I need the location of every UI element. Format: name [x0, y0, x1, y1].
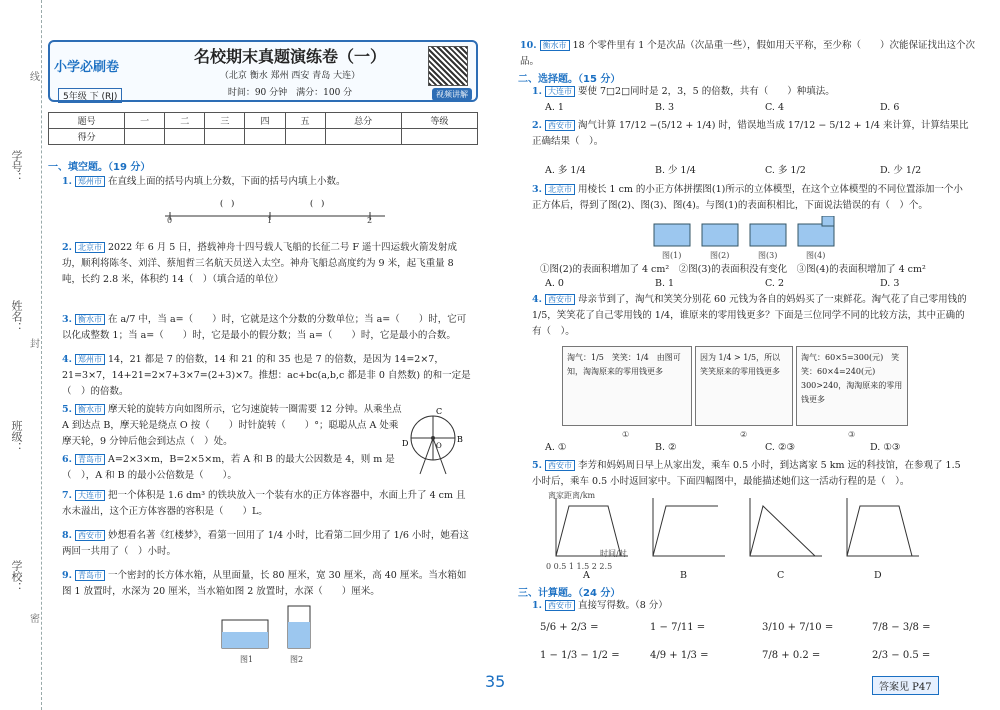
- table-cell: 四: [245, 113, 285, 129]
- question-text: 在直线上面的括号内填上分数，下面的括号内填上小数。: [107, 176, 346, 187]
- video-explain-button[interactable]: 视频讲解: [432, 88, 472, 101]
- table-cell[interactable]: [125, 129, 165, 145]
- table-cell[interactable]: [245, 129, 285, 145]
- question-9: [62, 568, 472, 600]
- table-cell: 得分: [49, 129, 125, 145]
- question-6: [62, 452, 402, 484]
- graph-label-a[interactable]: A: [583, 570, 590, 581]
- name-label: 姓名：: [10, 300, 23, 333]
- question-number: 6.: [62, 454, 72, 465]
- cube-figures: [650, 216, 840, 250]
- table-cell: 一: [125, 113, 165, 129]
- page-number: 35: [485, 672, 506, 691]
- svg-text:D: D: [402, 439, 409, 448]
- question-number: 2.: [62, 242, 72, 253]
- question-number: 5.: [62, 404, 72, 415]
- option-b[interactable]: B. 3: [655, 102, 675, 113]
- exam-header: [48, 40, 478, 102]
- number-line: [160, 194, 390, 234]
- svg-text:C: C: [436, 407, 443, 416]
- option-d[interactable]: D. 少 1/2: [880, 165, 922, 176]
- question-text: 淘气计算 17/12 −(5/12 + 1/4) 时，错误地当成 17/12 − 5/12 + 1/4 来计算，计算结果比正确结果（ ）。: [532, 120, 969, 147]
- class-label: 班级：: [10, 420, 23, 453]
- question-text: 用棱长 1 cm 的小正方体拼摆图(1)所示的立体模型，在这个立体模型的不同位置添加一个小正方体后，得到了图(2)、图(3)、图(4)。与图(1)的表面积相比，下面说法错误的有（ ）个。: [532, 184, 963, 211]
- brand-logo: 小学必刷卷: [54, 60, 120, 75]
- question-number: 8.: [62, 530, 72, 541]
- question-text: 18 个零件里有 1 个是次品（次品重一些），假如用天平称，至少称（ ）次能保证找出这个次品。: [520, 40, 976, 67]
- question-text: 妙想看名著《红楼梦》，看第一回用了 1/4 小时，比看第二回少用了 1/6 小时，她看这两回一共用了（ ）小时。: [62, 530, 469, 557]
- method-num-2: ②: [740, 430, 748, 439]
- margin-word-seal: 封: [30, 339, 40, 350]
- calc-item[interactable]: 1 − 7/11 =: [650, 622, 706, 633]
- cube-fig-1-label: 图(1): [662, 251, 682, 260]
- distance-graph-b: [647, 494, 727, 564]
- question-number: 9.: [62, 570, 72, 581]
- answer-reference[interactable]: 答案见 P47: [872, 676, 939, 695]
- city-tag: 西安市: [545, 294, 575, 305]
- number-line-label-1: 1: [267, 216, 273, 225]
- table-cell[interactable]: [205, 129, 245, 145]
- choice-3-statements: ①图(2)的表面积增加了 4 cm² ②图(3)的表面积没有变化 ③图(4)的表面积增加了 4 cm²: [540, 264, 926, 275]
- figure-2-label: 图2: [290, 655, 304, 664]
- city-tag: 北京市: [545, 184, 575, 195]
- ferris-wheel-diagram: [400, 402, 466, 476]
- choice-4: [532, 292, 972, 340]
- city-tag: 青岛市: [75, 454, 105, 465]
- question-4: [62, 352, 472, 400]
- question-5: [62, 402, 402, 450]
- number-line-label-2: 2: [367, 216, 373, 225]
- question-number: 3.: [62, 314, 72, 325]
- question-number: 7.: [62, 490, 72, 501]
- city-tag: 青岛市: [75, 570, 105, 581]
- table-cell: 二: [165, 113, 205, 129]
- question-text: 在 a/7 中，当 a=（ ）时，它就是这个分数的分数单位；当 a=（ ）时，它可以化成整数 1；当 a=（ ）时，它是最小的假分数；当 a=（ ）时，它是最小的合数。: [62, 314, 467, 341]
- graph-xlabel: 时间/时: [600, 549, 627, 558]
- option-b[interactable]: B. ②: [655, 442, 677, 453]
- svg-text:( ): ( ): [220, 199, 235, 208]
- city-tag: 衡水市: [540, 40, 570, 51]
- water-tank-figures: [220, 602, 330, 652]
- city-tag: 衡水市: [75, 404, 105, 415]
- cube-fig-3-label: 图(3): [758, 251, 778, 260]
- question-number: 3.: [532, 184, 542, 195]
- distance-graph-c: [744, 494, 824, 564]
- table-cell[interactable]: [285, 129, 325, 145]
- graph-label-c[interactable]: C: [777, 570, 785, 581]
- city-tag: 西安市: [545, 600, 575, 611]
- question-text: 直接写得数。（8 分）: [577, 600, 668, 611]
- exam-cities: （北京 衡水 郑州 西安 青岛 大连）: [219, 71, 361, 81]
- calc-item[interactable]: 3/10 + 7/10 =: [762, 622, 834, 633]
- distance-graph-d: [841, 494, 921, 564]
- option-a[interactable]: A. 1: [545, 102, 564, 113]
- section-calc-title: 三、计算题。（24 分）: [518, 588, 621, 599]
- exam-title: 名校期末真题演练卷（一）: [193, 47, 386, 66]
- question-number: 10.: [520, 40, 537, 51]
- score-table: [48, 112, 478, 145]
- option-b[interactable]: B. 1: [655, 278, 675, 289]
- question-text: 母亲节到了，淘气和笑笑分别花 60 元钱为各自的妈妈买了一束鲜花。淘气花了自己零用钱的 1/5，笑笑花了自己零用钱的 1/4，谁原来的零用钱更多？下面是三位同学不同的比较方法，其中正确的有（ ）。: [532, 294, 967, 337]
- graph-ylabel: 离家距离/km: [548, 491, 596, 500]
- option-d[interactable]: D. 6: [880, 102, 900, 113]
- question-text: 14，21 都是 7 的倍数，14 和 21 的和 35 也是 7 的倍数，是因为 14=2×7，21=3×7，14+21=2×7+3×7=(2+3)×7。推想：ac+bc(a,b,c 都是非 0 自然数) 的和一定是（ ）的倍数。: [62, 354, 471, 397]
- calc-item[interactable]: 1 − 1/3 − 1/2 =: [540, 650, 620, 661]
- choice-1: [532, 84, 972, 100]
- graph-xticks: 0 0.5 1 1.5 2 2.5: [546, 562, 613, 571]
- option-a[interactable]: A. 多 1/4: [545, 165, 586, 176]
- question-number: 2.: [532, 120, 542, 131]
- section-fill-title: 一、填空题。（19 分）: [48, 162, 151, 173]
- method-box-2: 因为 1/4 > 1/5，所以笑笑原来的零用钱更多: [695, 346, 793, 426]
- margin-word-dense: 密: [30, 614, 40, 625]
- city-tag: 西安市: [75, 530, 105, 541]
- option-c[interactable]: C. 多 1/2: [765, 165, 806, 176]
- question-3: [62, 312, 472, 344]
- question-number: 1.: [532, 600, 542, 611]
- calc-item[interactable]: 2/3 − 0.5 =: [872, 650, 931, 661]
- question-text: A=2×3×m，B=2×5×m，若 A 和 B 的最大公因数是 4，则 m 是（ ），A 和 B 的最小公倍数是（ ）。: [62, 454, 395, 481]
- question-10: [520, 38, 980, 70]
- question-text: 把一个体积是 1.6 dm³ 的铁块放入一个装有水的正方体容器中，水面上升了 4 cm 且水未溢出，这个正方体容器的容积是（ ）L。: [62, 490, 466, 517]
- city-tag: 郑州市: [75, 354, 105, 365]
- calc-item[interactable]: 7/8 + 0.2 =: [762, 650, 821, 661]
- question-text: 摩天轮的旋转方向如图所示，它匀速旋转一圈需要 12 分钟。从乘坐点 A 到达点 B，摩天轮是绕点 O 按（ ）时针旋转（ ）°；聪聪从点 A 处乘摩天轮，9 分钟后他会到达点（ ）处。: [62, 404, 402, 447]
- method-box-3: 淘气：60×5=300(元) 笑笑：60×4=240(元) 300>240，淘淘原来的零用钱更多: [796, 346, 908, 426]
- table-cell: 总分: [325, 113, 401, 129]
- city-tag: 大连市: [545, 86, 575, 97]
- table-cell: 题号: [49, 113, 125, 129]
- cube-fig-4-label: 图(4): [806, 251, 826, 260]
- option-a[interactable]: A. 0: [545, 278, 564, 289]
- city-tag: 大连市: [75, 490, 105, 501]
- student-id-label: 学号：: [10, 150, 23, 183]
- table-cell[interactable]: [325, 129, 401, 145]
- table-cell: 等级: [401, 113, 477, 129]
- number-line-label-0: 0: [167, 216, 173, 225]
- question-text: 一个密封的长方体水箱，从里面量，长 80 厘米，宽 30 厘米，高 40 厘米。当水箱如图 1 放置时，水深为 20 厘米，当水箱如图 2 放置时，水深（ ）厘米。: [62, 570, 467, 597]
- method-box-1: 淘气：1/5 笑笑：1/4 由图可知，淘淘原来的零用钱更多: [562, 346, 692, 426]
- svg-text:( ): ( ): [310, 199, 325, 208]
- option-c[interactable]: C. 2: [765, 278, 785, 289]
- binding-margin: [0, 0, 42, 710]
- question-text: 2022 年 6 月 5 日，搭载神舟十四号载人飞船的长征二号 F 遥十四运载火箭发射成功，顺利将陈冬、刘洋、蔡旭哲三名航天员送入太空。神舟飞船总高度约为 9 米，起飞重量 8 吨，长约 2.8 米，体积约 14（ ）（填合适的单位）: [62, 242, 457, 285]
- question-text: 李芳和妈妈周日早上从家出发，乘车 0.5 小时，到达离家 5 km 远的科技馆，在参观了 1.5 小时后，乘车 0.5 小时返回家中。下面四幅图中，最能描述她们这一活动行程的是（ ）。: [532, 460, 961, 487]
- question-number: 1.: [62, 176, 72, 187]
- calc-item[interactable]: 7/8 − 3/8 =: [872, 622, 931, 633]
- choice-2: [532, 118, 972, 150]
- city-tag: 郑州市: [75, 176, 105, 187]
- city-tag: 北京市: [75, 242, 105, 253]
- table-cell[interactable]: [165, 129, 205, 145]
- method-num-1: ①: [622, 430, 630, 439]
- question-8: [62, 528, 472, 560]
- table-cell: 五: [285, 113, 325, 129]
- table-cell[interactable]: [401, 129, 477, 145]
- question-7: [62, 488, 472, 520]
- choice-3: [532, 182, 972, 214]
- question-2: [62, 240, 472, 288]
- graph-line: [847, 506, 912, 556]
- calc-item[interactable]: 4/9 + 1/3 =: [650, 650, 709, 661]
- calc-question-1: [532, 598, 972, 614]
- table-row: [49, 113, 478, 129]
- graph-label-b[interactable]: B: [680, 570, 687, 581]
- option-b[interactable]: B. 少 1/4: [655, 165, 696, 176]
- question-number: 4.: [62, 354, 72, 365]
- option-d[interactable]: D. 3: [880, 278, 900, 289]
- city-tag: 西安市: [545, 460, 575, 471]
- question-number: 5.: [532, 460, 542, 471]
- table-cell: 三: [205, 113, 245, 129]
- table-row: [49, 129, 478, 145]
- figure-1-label: 图1: [240, 655, 254, 664]
- school-label: 学校：: [10, 560, 23, 593]
- graph-line: [653, 506, 718, 556]
- option-d[interactable]: D. ①③: [870, 442, 901, 453]
- method-num-3: ③: [848, 430, 856, 439]
- option-a[interactable]: A. ①: [545, 442, 567, 453]
- section-choice-title: 二、选择题。（15 分）: [518, 74, 621, 85]
- question-number: 4.: [532, 294, 542, 305]
- margin-word-line: 线: [30, 72, 40, 83]
- graph-line: [750, 506, 815, 556]
- question-number: 1.: [532, 86, 542, 97]
- option-c[interactable]: C. 4: [765, 102, 785, 113]
- question-text: 要使 7□2□同时是 2，3，5 的倍数，共有（ ）种填法。: [577, 86, 835, 97]
- svg-text:O: O: [436, 442, 442, 450]
- option-c[interactable]: C. ②③: [765, 442, 796, 453]
- exam-time: 时间：90 分钟 满分：100 分: [227, 88, 353, 98]
- cube-fig-2-label: 图(2): [710, 251, 730, 260]
- graph-label-d[interactable]: D: [874, 570, 882, 581]
- qr-code-icon[interactable]: [428, 46, 468, 86]
- question-1: [62, 174, 472, 190]
- calc-item[interactable]: 5/6 + 2/3 =: [540, 622, 599, 633]
- grade-badge: 5年级 下 (RJ): [58, 88, 122, 103]
- city-tag: 西安市: [545, 120, 575, 131]
- choice-5: [532, 458, 972, 490]
- svg-text:B: B: [457, 435, 463, 444]
- city-tag: 衡水市: [75, 314, 105, 325]
